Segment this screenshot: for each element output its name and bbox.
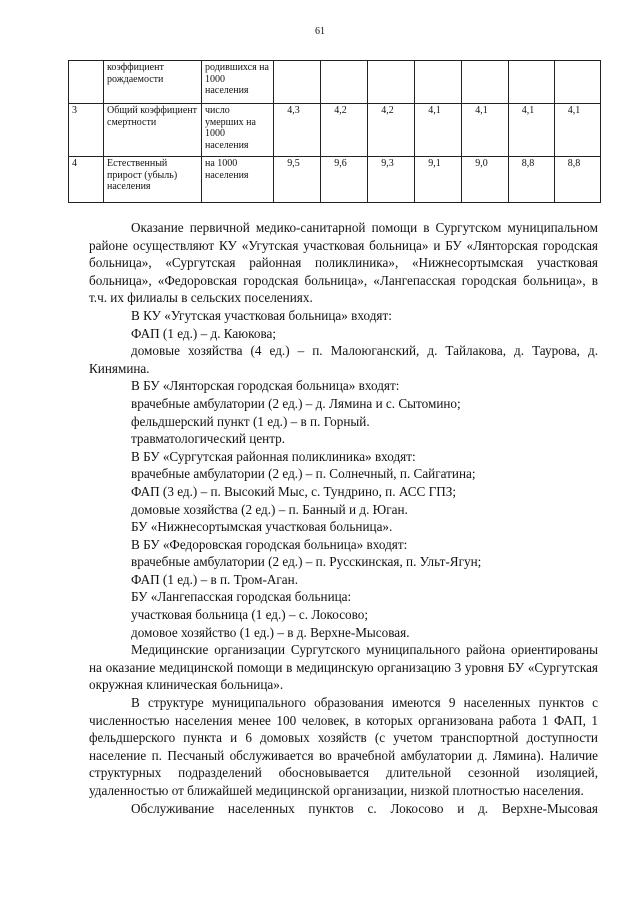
list-item: домовые хозяйства (2 ед.) – п. Банный и д. Юган. (131, 501, 408, 517)
list-item: участковая больница (1 ед.) – с. Локосово; (131, 607, 369, 623)
list-item: В КУ «Угутская участковая больница» входят: (131, 307, 392, 323)
list-item: ФАП (1 ед.) – в п. Тром-Аган. (131, 571, 299, 587)
list-item: В БУ «Федоровская городская больница» входят: (131, 536, 408, 552)
value-cell: 4,1 (555, 104, 601, 157)
value-cell: 8,8 (555, 157, 601, 203)
value-cell (274, 61, 321, 104)
value-cell: 9,1 (415, 157, 462, 203)
unit-of-measure: число умерших на 1000 населения (202, 104, 274, 157)
indicator-name: коэффициент рождаемости (104, 61, 202, 104)
value-cell: 4,2 (321, 104, 368, 157)
list-item: фельдшерский пункт (1 ед.) – в п. Горный. (131, 413, 370, 429)
paragraph: В структуре муниципального образования имеются 9 населенных пунктов с численностью населения менее 100 человек, в которых организована работа 1 ФАП, 1 фельдшерского пункта и 6 домовых хозяйств (с учетом транспортной доступности население п. Песчаный обслуживается во врачебной амбулатории д. Лямина). Наличие структурных подразделений обосновывается длительной сезонной изоляцией, удаленностью от ближайшей медицинской организации, низкой плотностью населения. (89, 695, 598, 798)
value-cell: 4,1 (462, 104, 509, 157)
list-item: ФАП (1 ед.) – д. Каюкова; (131, 325, 277, 341)
table-row (69, 104, 601, 157)
document-body (89, 219, 598, 817)
row-number: 3 (69, 104, 104, 157)
paragraph: Обслуживание населенных пунктов с. Локосово и д. Верхне-Мысовая (131, 800, 598, 816)
value-cell: 9,6 (321, 157, 368, 203)
row-number: 4 (69, 157, 104, 203)
value-cell (368, 61, 415, 104)
value-cell: 9,3 (368, 157, 415, 203)
list-item: домовое хозяйство (1 ед.) – в д. Верхне-Мысовая. (131, 624, 410, 640)
value-cell: 9,0 (462, 157, 509, 203)
indicator-name: Общий коэффициент смертности (104, 104, 202, 157)
list-item: врачебные амбулатории (2 ед.) – п. Солнечный, п. Сайгатина; (131, 466, 476, 482)
value-cell: 9,5 (274, 157, 321, 203)
row-number (69, 61, 104, 104)
list-item: ФАП (3 ед.) – п. Высокий Мыс, с. Тундрино, п. АСС ГПЗ; (131, 483, 457, 499)
indicator-name: Естественный прирост (убыль) населения (104, 157, 202, 203)
value-cell (462, 61, 509, 104)
paragraph: Оказание первичной медико-санитарной помощи в Сургутском муниципальном районе осуществляют КУ «Угутская участковая больница» и БУ «Лянторская городская больница», «Сургутская районная поликлиника», «Нижнесортымская участковая больница», «Федоровская городская больница», «Лангепасская городская больница», в т.ч. их филиалы в сельских поселениях. (89, 220, 598, 306)
value-cell: 4,1 (509, 104, 555, 157)
list-item: БУ «Нижнесортымская участковая больница». (131, 519, 393, 535)
page-number: 61 (315, 26, 325, 37)
table-row (69, 157, 601, 203)
list-item: В БУ «Лянторская городская больница» входят: (131, 378, 400, 394)
list-item: БУ «Лангепасская городская больница: (131, 589, 352, 605)
value-cell: 8,8 (509, 157, 555, 203)
list-item: В БУ «Сургутская районная поликлиника» входят: (131, 448, 416, 464)
list-item: домовые хозяйства (4 ед.) – п. Малоюганский, д. Тайлакова, д. Таурова, д. Кинямина. (89, 343, 598, 376)
unit-of-measure: родившихся на 1000 населения (202, 61, 274, 104)
value-cell: 4,3 (274, 104, 321, 157)
value-cell (555, 61, 601, 104)
value-cell: 4,1 (415, 104, 462, 157)
paragraph: Медицинские организации Сургутского муниципального района ориентированы на оказание медицинской помощи в медицинскую организацию 3 уровня БУ «Сургутская окружная клиническая больница». (89, 642, 598, 693)
table-row (69, 61, 601, 104)
unit-of-measure: на 1000 населения (202, 157, 274, 203)
value-cell (321, 61, 368, 104)
indicators-table (68, 60, 600, 203)
list-item: травматологический центр. (131, 431, 286, 447)
value-cell: 4,2 (368, 104, 415, 157)
value-cell (509, 61, 555, 104)
list-item: врачебные амбулатории (2 ед.) – п. Русскинская, п. Ульт-Ягун; (131, 554, 482, 570)
list-item: врачебные амбулатории (2 ед.) – д. Лямина и с. Сытомино; (131, 395, 461, 411)
value-cell (415, 61, 462, 104)
